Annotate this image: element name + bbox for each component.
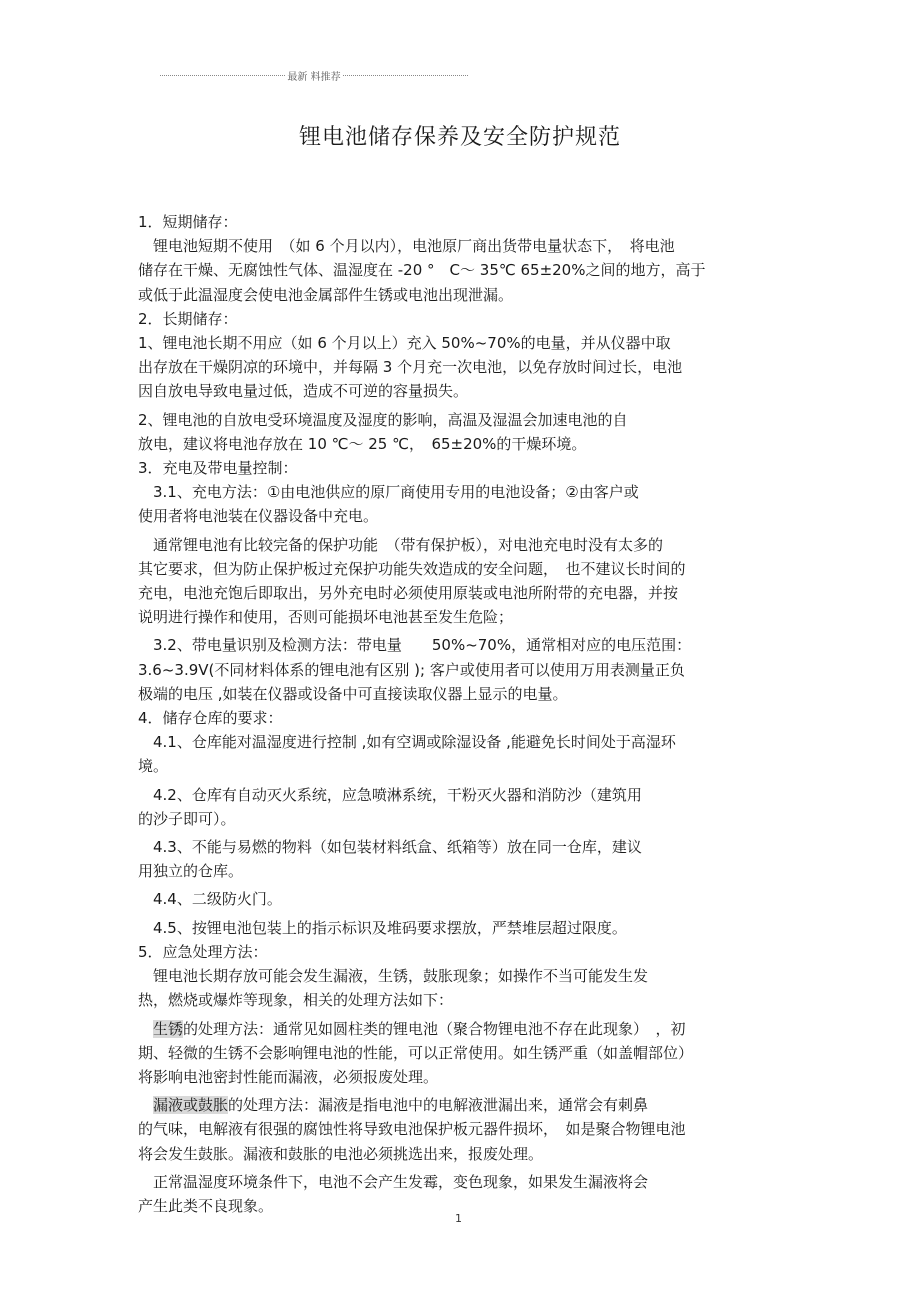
section-1-line: 锂电池短期不使用 （如 6 个月以内），电池原厂商出货带电量状态下， 将电池 [138, 237, 675, 256]
section-5-heading: 5．应急处理方法： [138, 942, 268, 961]
rust-handling-line [138, 1017, 778, 1041]
section-3-p3-line: 3.2、带电量识别及检测方法：带电量 50%~70%，通常相对应的电压范围： [138, 636, 692, 655]
section-5-outro-line: 产生此类不良现象。 [138, 1196, 274, 1215]
leak-handling-line: 将会发生鼓胀。漏液和鼓胀的电池必须挑选出来，报废处理。 [138, 1144, 544, 1163]
section-2-p1-line: 因自放电导致电量过低，造成不可逆的容量损失。 [138, 382, 469, 401]
section-4-p1-line: 境。 [138, 757, 169, 776]
section-3-p1-line: 使用者将电池装在仪器设备中充电。 [138, 507, 379, 526]
section-2-heading: 2．长期储存： [138, 309, 238, 328]
header-text: 最新 料推荐 [287, 71, 341, 83]
rust-handling-text: 的处理方法：通常见如圆柱类的锂电池（聚合物锂电池不存在此现象） ，初 [183, 1019, 686, 1038]
section-1-line: 或低于此温湿度会使电池金属部件生锈或电池出现泄漏。 [138, 285, 514, 304]
indent [138, 1020, 153, 1038]
page-header [160, 68, 468, 82]
section-3-p2-line: 充电，电池充饱后即取出，另外充电时必须使用原装或电池所附带的充电器，并按 [138, 584, 679, 603]
leak-term-highlight: 漏液或鼓胀 [153, 1096, 229, 1115]
section-4-p2-line: 4.2、仓库有自动灭火系统，应急喷淋系统，干粉灭火器和消防沙（建筑用 [138, 785, 642, 804]
section-5-outro-line: 正常温湿度环境条件下，电池不会产生发霉，变色现象，如果发生漏液将会 [138, 1172, 649, 1191]
header-dotted-rule-right [343, 75, 468, 76]
leak-handling-line [138, 1093, 778, 1117]
document-title: 锂电池储存保养及安全防护规范 [298, 125, 621, 150]
section-5-intro-line: 锂电池长期存放可能会发生漏液，生锈，鼓胀现象；如操作不当可能发生发 [138, 967, 649, 986]
rust-handling-line: 将影响电池密封性能而漏液，必须报废处理。 [138, 1067, 439, 1086]
leak-handling-line: 的气味，电解液有很强的腐蚀性将导致电池保护板元器件损坏， 如是聚合物锂电池 [138, 1120, 686, 1139]
section-2-p1-line: 1、锂电池长期不用应（如 6 个月以上）充入 50%~70%的电量，并从仪器中取 [138, 334, 671, 353]
section-3-p3-line: 3.6~3.9V(不同材料体系的锂电池有区别 ); 客户或使用者可以使用万用表测量正负 [138, 660, 685, 679]
header-dotted-rule-left [160, 75, 285, 76]
section-4-p2-line: 的沙子即可）。 [138, 809, 236, 828]
leak-handling-text: 的处理方法：漏液是指电池中的电解液泄漏出来，通常会有刺鼻 [228, 1096, 649, 1115]
section-3-p2-line: 说明进行操作和使用，否则可能损坏电池甚至发生危险； [138, 608, 514, 627]
section-2-p2-line: 放电，建议将电池存放在 10 ℃～ 25 ℃， 65±20%的干燥环境。 [138, 434, 587, 453]
page-number: 1 [455, 1212, 462, 1225]
section-3-p2-line: 其它要求，但为防止保护板过充保护功能失效造成的安全问题， 也不建议长时间的 [138, 559, 686, 578]
section-4-p3-line: 4.3、不能与易燃的物料（如包装材料纸盒、纸箱等）放在同一仓库，建议 [138, 838, 642, 857]
rust-handling-line: 期、轻微的生锈不会影响锂电池的性能，可以正常使用。如生锈严重（如盖帽部位） [138, 1043, 694, 1062]
section-4-p3-line: 用独立的仓库。 [138, 862, 244, 881]
section-3-p2-line: 通常锂电池有比较完备的保护功能 （带有保护板），对电池充电时没有太多的 [138, 535, 664, 554]
section-1-heading: 1．短期储存： [138, 213, 238, 231]
rust-term-highlight: 生锈 [153, 1019, 184, 1038]
section-3-heading: 3．充电及带电量控制： [138, 459, 298, 478]
section-2-p2-line: 2、锂电池的自放电受环境温度及湿度的影响，高温及湿温会加速电池的自 [138, 410, 628, 429]
section-4-p4-line: 4.4、二级防火门。 [138, 890, 282, 909]
section-4-p5-line: 4.5、按锂电池包装上的指示标识及堆码要求摆放，严禁堆层超过限度。 [138, 918, 627, 937]
document-body [138, 210, 778, 1218]
section-3-p3-line: 极端的电压 ,如装在仪器或设备中可直接读取仪器上显示的电量。 [138, 684, 568, 703]
section-2-p1-line: 出存放在干燥阴凉的环境中，并每隔 3 个月充一次电池，以免存放时间过长，电池 [138, 358, 683, 377]
section-4-heading: 4．储存仓库的要求： [138, 709, 283, 728]
section-3-p1-line: 3.1、充电方法：①由电池供应的原厂商使用专用的电池设备；②由客户或 [138, 483, 639, 502]
section-4-p1-line: 4.1、仓库能对温湿度进行控制 ,如有空调或除湿设备 ,能避免长时间处于高湿环 [138, 733, 676, 752]
section-1-line: 储存在干燥、无腐蚀性气体、温湿度在 -20 ° C～ 35℃ 65±20%之间的地方，高于 [138, 261, 706, 280]
section-5-intro-line: 热，燃烧或爆炸等现象，相关的处理方法如下： [138, 991, 454, 1010]
indent [138, 1096, 153, 1114]
